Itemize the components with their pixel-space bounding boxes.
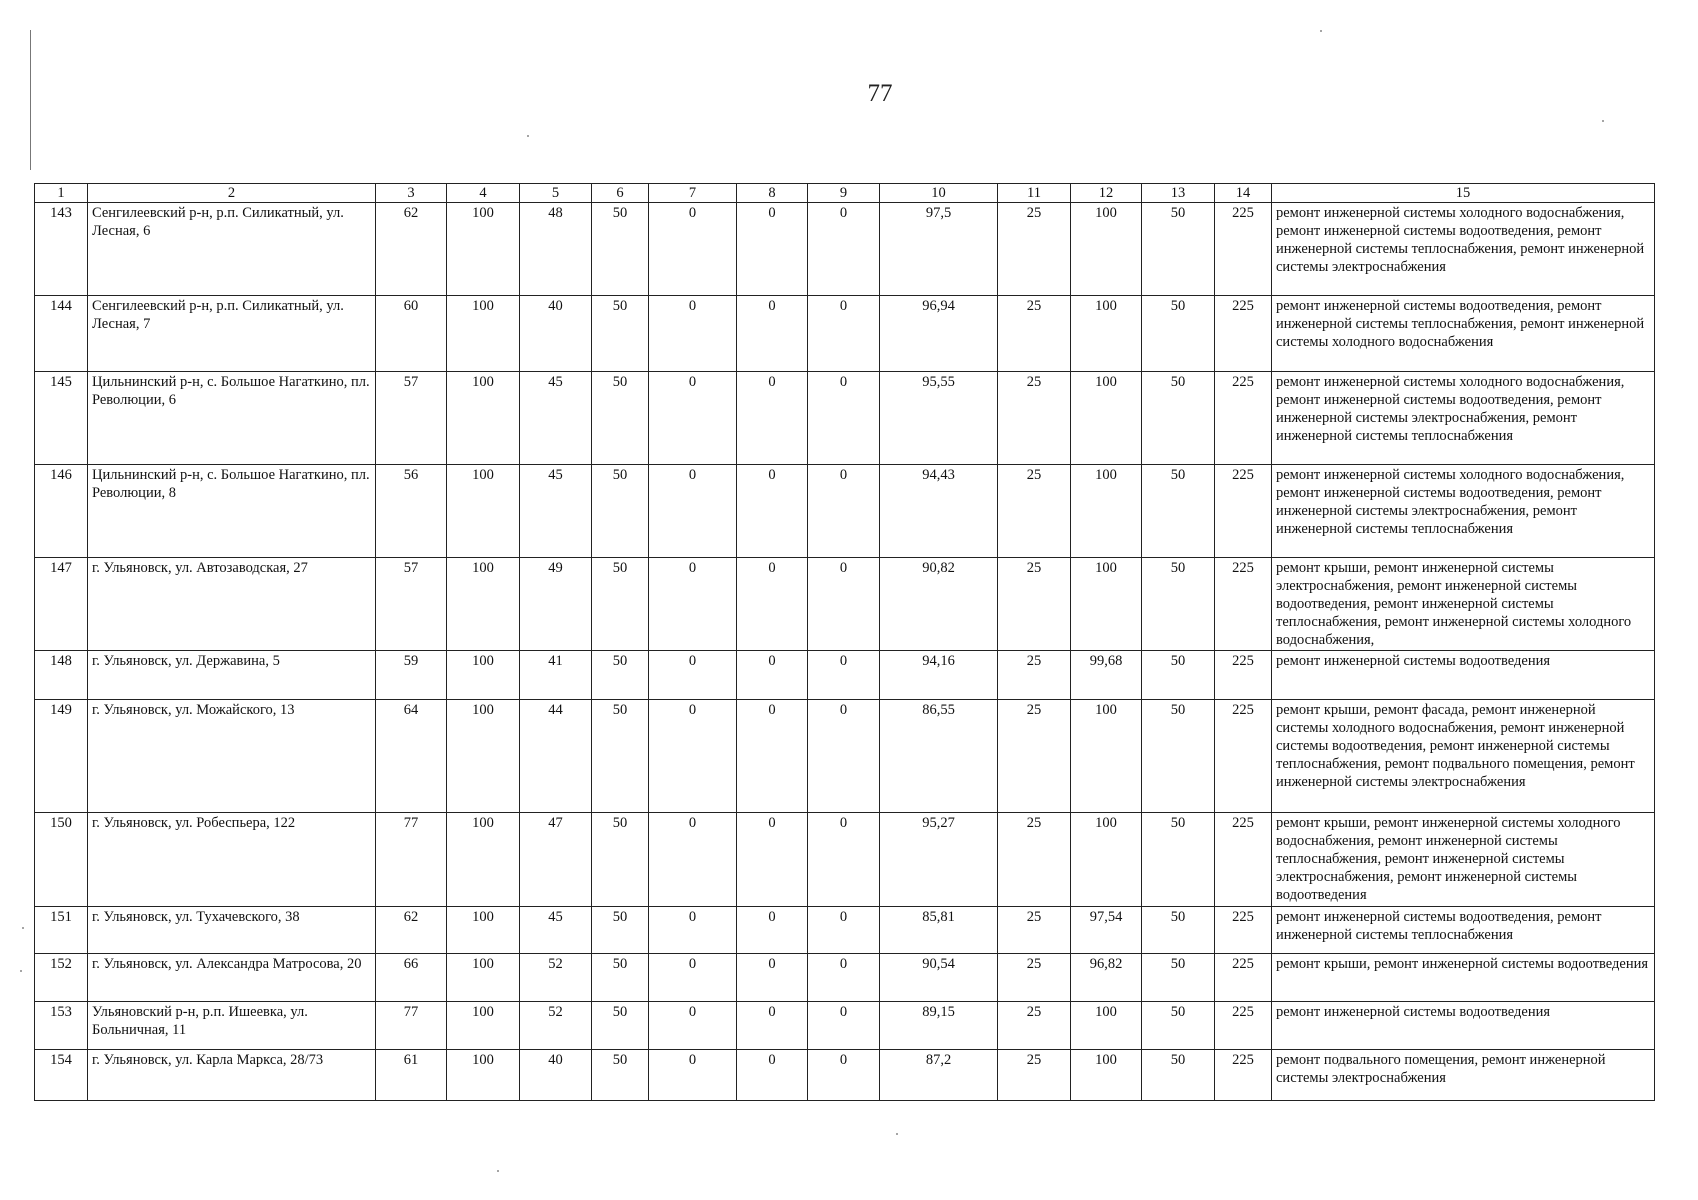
cell-value: 94,16 [880,651,998,700]
cell-row-number: 154 [35,1050,88,1101]
cell-value: 48 [520,203,592,296]
cell-works: ремонт крыши, ремонт инженерной системы водоотведения [1272,954,1655,1002]
cell-value: 44 [520,700,592,813]
cell-value: 100 [1071,203,1142,296]
cell-value: 0 [649,907,737,954]
cell-value: 225 [1215,651,1272,700]
cell-address: г. Ульяновск, ул. Автозаводская, 27 [88,558,376,651]
cell-works: ремонт крыши, ремонт инженерной системы холодного водоснабжения, ремонт инженерной системы теплоснабжения, ремонт инженерной системы электроснабжения, ремонт инженерной системы водоотведения [1272,813,1655,907]
column-header: 6 [592,184,649,203]
cell-value: 225 [1215,700,1272,813]
cell-address: г. Ульяновск, ул. Тухачевского, 38 [88,907,376,954]
cell-value: 0 [737,296,808,372]
cell-value: 62 [376,907,447,954]
cell-value: 0 [808,203,880,296]
cell-value: 25 [998,651,1071,700]
cell-value: 0 [737,465,808,558]
cell-value: 86,55 [880,700,998,813]
cell-value: 0 [737,372,808,465]
cell-value: 62 [376,203,447,296]
cell-works: ремонт инженерной системы водоотведения, ремонт инженерной системы теплоснабжения, ремонт инженерной системы холодного водоснабжения [1272,296,1655,372]
cell-works: ремонт крыши, ремонт фасада, ремонт инженерной системы холодного водоснабжения, ремонт инженерной системы водоотведения, ремонт инженерной системы теплоснабжения, ремонт подвального помещения, ремонт инженерной системы электроснабжения [1272,700,1655,813]
cell-value: 0 [737,1002,808,1050]
cell-address: г. Ульяновск, ул. Робеспьера, 122 [88,813,376,907]
cell-value: 49 [520,558,592,651]
cell-value: 100 [1071,558,1142,651]
column-header: 11 [998,184,1071,203]
cell-value: 0 [737,651,808,700]
cell-value: 50 [1142,1002,1215,1050]
cell-value: 225 [1215,203,1272,296]
cell-value: 25 [998,1050,1071,1101]
cell-value: 225 [1215,813,1272,907]
cell-value: 87,2 [880,1050,998,1101]
cell-value: 225 [1215,372,1272,465]
cell-value: 100 [447,954,520,1002]
column-header: 4 [447,184,520,203]
cell-value: 0 [737,1050,808,1101]
cell-value: 45 [520,372,592,465]
cell-value: 0 [808,813,880,907]
cell-value: 0 [737,700,808,813]
cell-value: 45 [520,465,592,558]
page-number: 77 [867,80,893,107]
column-header: 14 [1215,184,1272,203]
cell-value: 50 [1142,203,1215,296]
cell-value: 0 [808,700,880,813]
cell-value: 0 [649,296,737,372]
cell-works: ремонт инженерной системы водоотведения [1272,1002,1655,1050]
cell-value: 100 [447,203,520,296]
cell-value: 0 [808,954,880,1002]
cell-value: 95,27 [880,813,998,907]
cell-value: 41 [520,651,592,700]
cell-value: 100 [447,813,520,907]
cell-value: 50 [592,1050,649,1101]
cell-value: 25 [998,1002,1071,1050]
cell-value: 77 [376,813,447,907]
cell-value: 100 [447,1050,520,1101]
cell-value: 50 [1142,372,1215,465]
cell-value: 50 [592,651,649,700]
column-header: 10 [880,184,998,203]
cell-value: 0 [649,203,737,296]
cell-value: 56 [376,465,447,558]
cell-value: 97,5 [880,203,998,296]
cell-value: 0 [808,1002,880,1050]
cell-address: Ульяновский р-н, р.п. Ишеевка, ул. Больничная, 11 [88,1002,376,1050]
cell-value: 40 [520,1050,592,1101]
cell-value: 59 [376,651,447,700]
cell-row-number: 149 [35,700,88,813]
column-header: 5 [520,184,592,203]
cell-value: 0 [808,372,880,465]
column-header: 3 [376,184,447,203]
cell-value: 100 [447,372,520,465]
cell-value: 90,82 [880,558,998,651]
cell-value: 225 [1215,907,1272,954]
table-row [35,1002,1655,1050]
cell-row-number: 143 [35,203,88,296]
cell-value: 47 [520,813,592,907]
table-row [35,296,1655,372]
cell-value: 50 [1142,907,1215,954]
cell-value: 0 [737,813,808,907]
cell-value: 25 [998,558,1071,651]
column-header: 8 [737,184,808,203]
cell-value: 45 [520,907,592,954]
cell-address: г. Ульяновск, ул. Александра Матросова, 20 [88,954,376,1002]
cell-value: 100 [1071,372,1142,465]
cell-value: 90,54 [880,954,998,1002]
cell-value: 0 [649,700,737,813]
cell-value: 0 [808,296,880,372]
cell-row-number: 148 [35,651,88,700]
cell-value: 50 [1142,558,1215,651]
cell-value: 0 [737,954,808,1002]
table-row [35,813,1655,907]
cell-value: 52 [520,954,592,1002]
cell-value: 85,81 [880,907,998,954]
cell-value: 89,15 [880,1002,998,1050]
cell-value: 100 [447,651,520,700]
cell-value: 0 [649,954,737,1002]
cell-value: 225 [1215,558,1272,651]
table-row [35,203,1655,296]
cell-address: г. Ульяновск, ул. Карла Маркса, 28/73 [88,1050,376,1101]
cell-value: 50 [1142,296,1215,372]
cell-row-number: 151 [35,907,88,954]
cell-value: 0 [808,1050,880,1101]
cell-value: 225 [1215,296,1272,372]
cell-row-number: 150 [35,813,88,907]
cell-value: 0 [649,651,737,700]
cell-row-number: 144 [35,296,88,372]
cell-value: 0 [649,813,737,907]
cell-value: 50 [592,954,649,1002]
cell-value: 100 [447,700,520,813]
cell-row-number: 145 [35,372,88,465]
cell-row-number: 153 [35,1002,88,1050]
cell-address: г. Ульяновск, ул. Державина, 5 [88,651,376,700]
cell-value: 50 [592,558,649,651]
cell-value: 50 [1142,700,1215,813]
cell-value: 25 [998,465,1071,558]
cell-row-number: 152 [35,954,88,1002]
table-row [35,372,1655,465]
cell-value: 100 [1071,813,1142,907]
column-header: 15 [1272,184,1655,203]
cell-value: 0 [737,558,808,651]
cell-value: 40 [520,296,592,372]
cell-value: 52 [520,1002,592,1050]
column-header: 12 [1071,184,1142,203]
register-table [34,183,1655,1101]
cell-value: 100 [447,296,520,372]
cell-value: 25 [998,907,1071,954]
cell-works: ремонт инженерной системы водоотведения, ремонт инженерной системы теплоснабжения [1272,907,1655,954]
cell-value: 50 [592,465,649,558]
cell-value: 0 [808,558,880,651]
cell-value: 50 [1142,954,1215,1002]
cell-value: 0 [737,203,808,296]
cell-works: ремонт подвального помещения, ремонт инженерной системы электроснабжения [1272,1050,1655,1101]
cell-address: Цильнинский р-н, с. Большое Нагаткино, пл. Революции, 8 [88,465,376,558]
cell-value: 61 [376,1050,447,1101]
column-header: 7 [649,184,737,203]
table-row [35,907,1655,954]
cell-row-number: 147 [35,558,88,651]
cell-value: 64 [376,700,447,813]
cell-works: ремонт инженерной системы холодного водоснабжения, ремонт инженерной системы водоотведения, ремонт инженерной системы электроснабжения, ремонт инженерной системы теплоснабжения [1272,465,1655,558]
cell-value: 50 [592,1002,649,1050]
cell-value: 99,68 [1071,651,1142,700]
cell-value: 100 [447,1002,520,1050]
cell-value: 96,94 [880,296,998,372]
cell-value: 0 [649,558,737,651]
cell-value: 100 [447,558,520,651]
cell-value: 50 [1142,1050,1215,1101]
cell-value: 225 [1215,954,1272,1002]
table-row [35,465,1655,558]
cell-value: 100 [1071,1002,1142,1050]
cell-value: 50 [592,813,649,907]
table-row [35,558,1655,651]
column-header: 13 [1142,184,1215,203]
column-header: 9 [808,184,880,203]
cell-address: Цильнинский р-н, с. Большое Нагаткино, пл. Революции, 6 [88,372,376,465]
cell-value: 97,54 [1071,907,1142,954]
cell-value: 225 [1215,1002,1272,1050]
cell-value: 57 [376,372,447,465]
cell-address: г. Ульяновск, ул. Можайского, 13 [88,700,376,813]
cell-value: 57 [376,558,447,651]
cell-address: Сенгилеевский р-н, р.п. Силикатный, ул. Лесная, 7 [88,296,376,372]
cell-value: 25 [998,700,1071,813]
cell-value: 94,43 [880,465,998,558]
cell-works: ремонт крыши, ремонт инженерной системы электроснабжения, ремонт инженерной системы водоотведения, ремонт инженерной системы теплоснабжения, ремонт инженерной системы холодного водоснабжения, [1272,558,1655,651]
cell-value: 100 [1071,465,1142,558]
cell-value: 0 [737,907,808,954]
cell-value: 100 [447,465,520,558]
cell-value: 50 [592,203,649,296]
cell-value: 100 [447,907,520,954]
cell-works: ремонт инженерной системы водоотведения [1272,651,1655,700]
cell-value: 50 [592,372,649,465]
cell-value: 25 [998,813,1071,907]
cell-value: 50 [1142,651,1215,700]
cell-value: 0 [808,651,880,700]
cell-value: 25 [998,296,1071,372]
cell-value: 0 [808,907,880,954]
cell-value: 50 [1142,813,1215,907]
cell-value: 0 [649,465,737,558]
cell-works: ремонт инженерной системы холодного водоснабжения, ремонт инженерной системы водоотведения, ремонт инженерной системы электроснабжения, ремонт инженерной системы теплоснабжения [1272,372,1655,465]
table-row [35,1050,1655,1101]
cell-value: 25 [998,203,1071,296]
column-header: 1 [35,184,88,203]
table-row [35,954,1655,1002]
cell-row-number: 146 [35,465,88,558]
cell-value: 95,55 [880,372,998,465]
header-row [35,184,1655,203]
cell-value: 0 [649,372,737,465]
cell-value: 100 [1071,700,1142,813]
cell-value: 50 [1142,465,1215,558]
cell-value: 225 [1215,1050,1272,1101]
cell-value: 50 [592,700,649,813]
cell-works: ремонт инженерной системы холодного водоснабжения, ремонт инженерной системы водоотведения, ремонт инженерной системы теплоснабжения, ремонт инженерной системы электроснабжения [1272,203,1655,296]
cell-value: 100 [1071,296,1142,372]
table-row [35,700,1655,813]
cell-value: 50 [592,907,649,954]
cell-value: 100 [1071,1050,1142,1101]
cell-address: Сенгилеевский р-н, р.п. Силикатный, ул. Лесная, 6 [88,203,376,296]
cell-value: 60 [376,296,447,372]
cell-value: 0 [808,465,880,558]
cell-value: 77 [376,1002,447,1050]
cell-value: 66 [376,954,447,1002]
cell-value: 0 [649,1002,737,1050]
table-row [35,651,1655,700]
column-header: 2 [88,184,376,203]
cell-value: 50 [592,296,649,372]
cell-value: 225 [1215,465,1272,558]
cell-value: 25 [998,372,1071,465]
cell-value: 0 [649,1050,737,1101]
cell-value: 96,82 [1071,954,1142,1002]
cell-value: 25 [998,954,1071,1002]
